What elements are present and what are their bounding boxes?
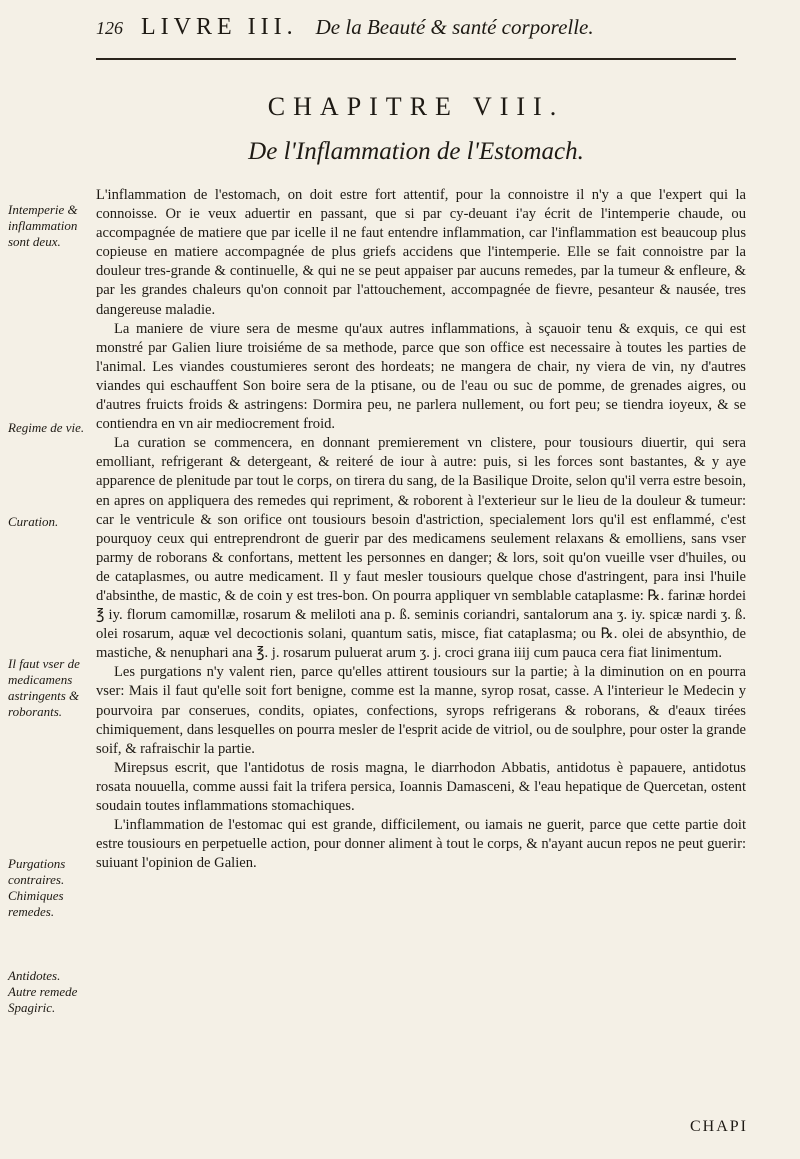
paragraph-5: Mirepsus escrit, que l'antidotus de rosis magna, le diarrhodon Abbatis, antidotus è papauere, antidotus rosata nouuella, comme aussi fait la trifera persica, Ioannis Damasceni, & l'eau hepatique de Quercetan, ostent soudain toutes inflammations stomachiques. — [96, 759, 746, 814]
body-text — [96, 186, 746, 873]
catchword: CHAPI — [690, 1118, 749, 1135]
margin-note-regime: Regime de vie. — [8, 420, 85, 435]
margin-note-purgations: Purgations contraires. Chimiques remedes. — [8, 856, 66, 919]
margin-note-astringents: Il faut vser de medicamens astringents & roborants. — [8, 656, 80, 719]
paragraph-1: L'inflammation de l'estomach, on doit estre fort attentif, pour la connoistre il n'y a que l'expert qui la connoisse. Or ie veux aduertir en passant, que si par cy-deuant i'ay écrit de l'intemperie chaude, ou accompagnée de matiere que par icelle il ne faut entendre inflammation, car l'inflammation est beaucoup plus copieuse en matiere accompagnée de plus griefs accidens que l'intemperie. Elle se fait connoistre par la douleur tres-grande & continuelle, & qui ne se peut appaiser par aucuns remedes, par la tumeur & enfleure, & par les grandes chaleurs qu'on connoit par l'attouchement, accompagnée de fievre, pesanteur & nausée, tres dangereuse maladie. — [96, 187, 746, 318]
header-rule — [96, 58, 736, 60]
page-header — [96, 14, 736, 54]
paragraph-3: La curation se commencera, en donnant premierement vn clistere, pour tousiours diuertir, qui sera emolliant, refrigerant & detergeant, & reiteré de iour à autre: puis, si les forces sont bastantes, & y aye apparence de plenitude par tout le corps, on tirera du sang, de la Basilique Droite, selon qu'il verra estre besoin, en apres on appliquera des remedes qui repriment, & roborent à l'exterieur sur le lieu de la douleur & tumeur: car le ventricule & son orifice ont tousiours besoin d'astriction, specialement lors qu'il est enflammé, c'est pourquoy ceux qui entreprendront de guerir par des medicamens seulement relaxans & emolliens, sans vser parmy de roborans & confortans, mettent les personnes en danger; & lors, soit qu'on vueille vser d'huiles, ou de cataplasmes, ou autre medicament. Il y faut mesler tousiours quelque chose d'astringent, para insi l'huile d'absinthe, de mastic, & de coin y est tres-bon. On pourra appliquer vn semblable cataplasme: ℞. farinæ hordei ℥ iy. florum camomillæ, rosarum & meliloti ana p. ß. seminis coriandri, santalorum ana ʒ. iy. spicæ nardi ʒ. ß. olei rosarum, aquæ vel decoctionis solani, quantum satis, misce, fiat cataplasma; ou ℞. olei de absynthio, de mastiche, & nenuphari ana ℥. j. rosarum puluerat arum ʒ. j. croci grana iiij cum pauca cera fiat linimentum. — [96, 435, 746, 662]
page-number: 126 — [96, 18, 123, 38]
running-subtitle: De la Beauté & santé corporelle. — [315, 15, 594, 39]
margin-note-curation: Curation. — [8, 514, 59, 529]
chapter-label: CHAPITRE VIII. — [267, 92, 565, 121]
running-title: LIVRE III. — [141, 14, 298, 40]
paragraph-2: La maniere de viure sera de mesme qu'aux autres inflammations, à sçauoir tenu & exquis, ce qui est monstré par Galien liure troisiéme de sa methode, parce que son office est necessaire à toutes les parties de l'animal. Les viandes coustumieres seront des hordeats; ne mangera de chair, ny viera de vin, ny d'autres viandes qui eschauffent Son boire sera de la ptisane, ou de l'eau ou suc de pomme, de grenades aigres, ou d'autres fruicts froids & astringens: Dormira peu, ne parlera nullement, ou fort peu; se tiendra ioyeux, & se contiendra en vn air mediocrement froid. — [96, 320, 746, 433]
paragraph-4: Les purgations n'y valent rien, parce qu'elles attirent tousiours sur la partie; à la diminution on en pourra vser: Mais il faut qu'elle soit fort benigne, comme est la manne, syrop rosat, casse. A l'interieur le Medecin y pourvoira par conserues, condits, opiates, confections, syrops refrigerans & roborans, & d'eaux tirées chimiquement, dans lesquelles on pourra mesler de l'esprit acide de vitriol, ou de soulphre, pour oster la grande soif, & rafraischir la partie. — [96, 664, 746, 757]
paragraph-6: L'inflammation de l'estomac qui est grande, difficilement, ou iamais ne guerit, parce que cette partie doit estre tousiours en perpetuelle action, pour donner aliment à tout le corps, & n'ayant aucun repos ne peut guerir: suiuant l'opinion de Galien. — [96, 817, 746, 872]
chapter-title: De l'Inflammation de l'Estomach. — [248, 138, 584, 165]
margin-note-intemperie: Intemperie & inflammation sont deux. — [8, 202, 78, 249]
margin-note-antidotes: Antidotes. Autre remede Spagiric. — [8, 968, 78, 1015]
